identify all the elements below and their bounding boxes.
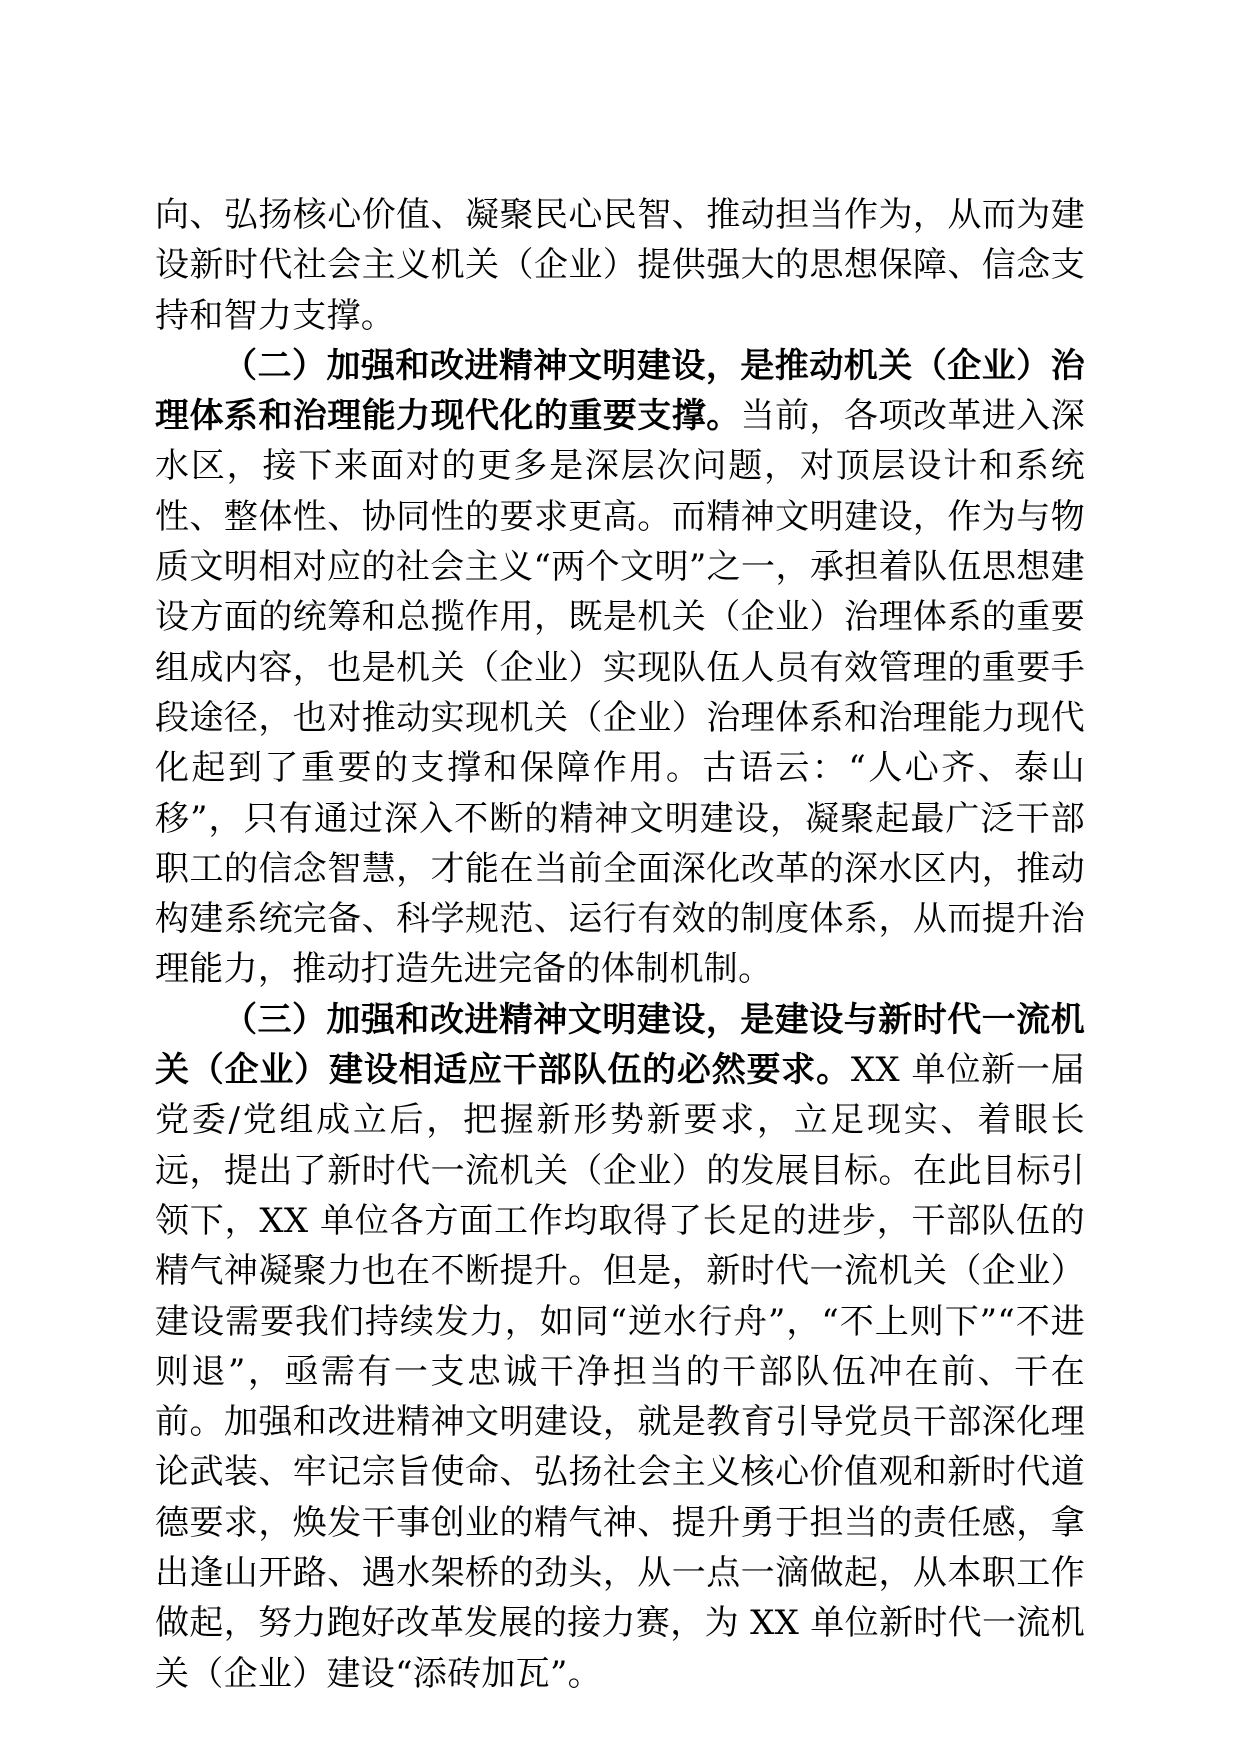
paragraph-3-heading: （三）加强和改进精神文明建设，是建设与新时代一流机关（企业）建设相适应干部队伍的必然要求。 [155, 999, 1085, 1091]
paragraph-2 [155, 341, 1085, 995]
document-body [155, 190, 1085, 1699]
paragraph-3 [155, 995, 1085, 1699]
paragraph-1 [155, 190, 1085, 341]
paragraph-3-text: XX 单位新一届党委/党组成立后，把握新形势新要求，立足现实、着眼长远，提出了新时代一流机关（企业）的发展目标。在此目标引领下，XX 单位各方面工作均取得了长足的进步，干部队伍的精气神凝聚力也在不断提升。但是，新时代一流机关（企业）建设需要我们持续发力，如同“逆水行舟”，“不上则下”“不进则退”，亟需有一支忠诚干净担当的干部队伍冲在前、干在前。加强和改进精神文明建设，就是教育引导党员干部深化理论武装、牢记宗旨使命、弘扬社会主义核心价值观和新时代道德要求，焕发干事创业的精气神、提升勇于担当的责任感，拿出逢山开路、遇水架桥的劲头，从一点一滴做起，从本职工作做起，努力跑好改革发展的接力赛，为 XX 单位新时代一流机关（企业）建设“添砖加瓦”。 [155, 1050, 1085, 1694]
paragraph-2-text: 当前，各项改革进入深水区，接下来面对的更多是深层次问题，对顶层设计和系统性、整体性、协同性的要求更高。而精神文明建设，作为与物质文明相对应的社会主义“两个文明”之一，承担着队伍思想建设方面的统筹和总揽作用，既是机关（企业）治理体系的重要组成内容，也是机关（企业）实现队伍人员有效管理的重要手段途径，也对推动实现机关（企业）治理体系和治理能力现代化起到了重要的支撑和保障作用。古语云：“人心齐、泰山移”，只有通过深入不断的精神文明建设，凝聚起最广泛干部职工的信念智慧，才能在当前全面深化改革的深水区内，推动构建系统完备、科学规范、运行有效的制度体系，从而提升治理能力，推动打造先进完备的体制机制。 [155, 396, 1086, 990]
paragraph-1-text: 向、弘扬核心价值、凝聚民心民智、推动担当作为，从而为建设新时代社会主义机关（企业）提供强大的思想保障、信念支持和智力支撑。 [155, 195, 1085, 336]
paragraph-2-heading: （二）加强和改进精神文明建设，是推动机关（企业）治理体系和治理能力现代化的重要支撑。 [155, 345, 1085, 437]
